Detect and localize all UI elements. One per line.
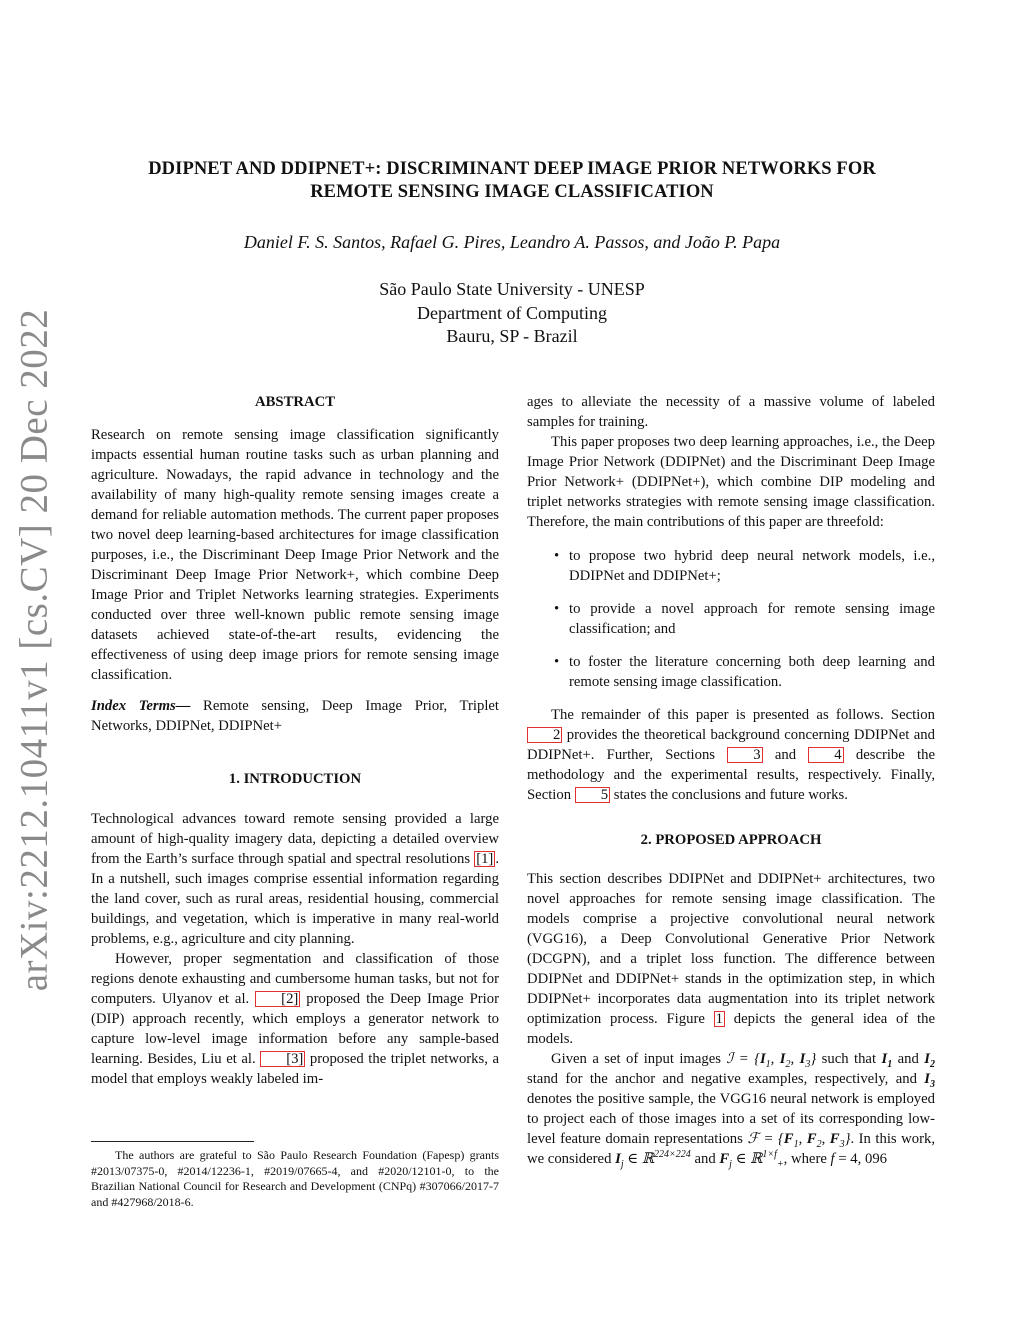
affiliation bbox=[210, 278, 814, 349]
intro-paragraph-2-continued: ages to alleviate the necessity of a massive volume of labeled samples for training. bbox=[527, 394, 935, 430]
proposed-approach-heading: 2. PROPOSED APPROACH bbox=[640, 832, 822, 848]
intro-paragraph-2: However, proper segmentation and classification of those regions denote exhausting and cumbersome human tasks, but not for computers. Ulyanov et al. [2] proposed the Deep Image Prior (DIP) approach recently, which employs a generator network to capture low-level image information before any sample-based learning. Besides, Liu et al. [3] proposed the triplet networks, a model that employs weakly labeled im- bbox=[91, 951, 499, 1087]
abstract-heading: ABSTRACT bbox=[255, 394, 335, 410]
footnote-divider bbox=[91, 1141, 254, 1142]
math-I3: $I_3$ bbox=[924, 1071, 935, 1090]
proposed-paragraph-1: This section describes DDIPNet and DDIPNet+ architectures, two novel approaches for remote sensing image classification. The models comprise a projective convolutional neural network (VGG16), a Deep Convolutional Generative Prior Network (DCGPN), and a triplet loss function. The difference between DDIPNet and DDIPNet+ stands in the optimization step, in which DDIPNet+ incorporates data augmentation into its triplet network optimization process. Figure 1 depicts the general idea of the models. bbox=[527, 871, 935, 1047]
title-line-1: DDIPNET AND DDIPNET+: DISCRIMINANT DEEP IMAGE PRIOR NETWORKS FOR bbox=[148, 159, 876, 179]
left-column bbox=[91, 392, 499, 1089]
abstract-text: Research on remote sensing image classification significantly impacts essential human routine tasks such as urban planning and agriculture. Nowadays, the rapid advance in technology and the availability of many high-quality remote sensing images create a demand for reliable automation methods. The current paper proposes two novel deep learning-based architectures for image classification purposes, i.e., the Discriminant Deep Image Prior Network and the Discriminant Deep Image Prior Network+, which combine Deep Image Prior and Triplet Networks learning strategies. Experiments conducted over three well-known public remote sensing image datasets achieved state-of-the-art results, evidencing the effectiveness of using deep image priors for remote sensing image classification. bbox=[91, 427, 499, 683]
bullet-icon: • bbox=[554, 548, 560, 564]
affiliation-department: Department of Computing bbox=[417, 302, 607, 323]
figure-link-1[interactable]: 1 bbox=[715, 1011, 723, 1027]
math-f-value: 4, 096 bbox=[850, 1151, 887, 1167]
right-column bbox=[527, 392, 935, 1169]
math-I1: $I_1$ bbox=[881, 1051, 893, 1070]
citation-link-2[interactable]: [2] bbox=[255, 991, 300, 1007]
proposed-paragraph-2: Given a set of input images ℐ = {$I_1$, $I_2$, $I_3$} such that $I_1$ and $I_2$ stand for the anchor and negative examples, respectively, and $I_3$ denotes the positive sample, the VGG16 neural network is employed to project each of those images into a set of its corresponding low-level feature domain representations ℱ = {$F_1$, $F_2$, $F_3$}. In this work, we considered $I_j$ ∈ ℝ$^{224\times 224}$ and $F_j$ ∈ ℝ$^{1\times f}_+$, where f = 4, 096 bbox=[527, 1051, 935, 1170]
math-Fj-domain: $F_j$ ∈ ℝ$^{1\times f}_+$ bbox=[719, 1149, 784, 1170]
contributions-list bbox=[527, 546, 935, 692]
section-link-2[interactable]: 2 bbox=[527, 727, 562, 743]
citation-link-3[interactable]: [3] bbox=[260, 1051, 305, 1067]
math-set-I: ℐ = {$I_1$, $I_2$, $I_3$} bbox=[726, 1051, 817, 1070]
arxiv-stamp: arXiv:2212.10411v1 [cs.CV] 20 Dec 2022 bbox=[12, 308, 56, 992]
intro-paragraph-1: Technological advances toward remote sensing provided a large amount of high-quality imagery data, depicting a detailed overview from the Earth’s surface through spatial and spectral resolutions [1] . In a nutshell, such images comprise essential information regarding the land cover, such as rural areas, residential housing, commercial buildings, and vegetation, which is imperative in many real-world problems, e.g., agriculture and city planning. bbox=[91, 811, 499, 947]
author-list: Daniel F. S. Santos, Rafael G. Pires, Leandro A. Passos, and João P. Papa bbox=[243, 232, 781, 252]
math-f-equals: f bbox=[830, 1151, 835, 1167]
intro-paragraph-3: This paper proposes two deep learning approaches, i.e., the Deep Image Prior Network (DDIPNet) and the Discriminant Deep Image Prior Network+ (DDIPNet+), which combine DIP modeling and triplet networks strategies with remote sensing image classification. Therefore, the main contributions of this paper are threefold: bbox=[527, 434, 935, 530]
index-terms-text: Remote sensing, Deep Image Prior, Triplet Networks, DDIPNet, DDIPNet+ bbox=[91, 698, 499, 734]
index-terms bbox=[91, 696, 499, 736]
funding-footnote: The authors are grateful to São Paulo Research Foundation (Fapesp) grants #2013/07375-0, #2014/12236-1, #2019/07665-4, and #2020/12101-0, to the Brazilian National Council for Research and Development (CNPq) #307066/2017-7 and #427968/2018-6. bbox=[91, 1148, 499, 1209]
intro-paragraph-4: The remainder of this paper is presented as follows. Section 2 provides the theoretical background concerning DDIPNet and DDIPNet+. Further, Sections 3 and 4 describe the methodology and the experimental results, respectively. Finally, Section 5 states the conclusions and future works. bbox=[527, 707, 935, 803]
math-set-F: ℱ = {$F_1$, $F_2$, $F_3$} bbox=[747, 1131, 851, 1150]
affiliation-university: São Paulo State University - UNESP bbox=[379, 279, 645, 299]
list-item: • to provide a novel approach for remote sensing image classification; and bbox=[554, 601, 935, 637]
bullet-icon: • bbox=[554, 601, 560, 617]
citation-link-1[interactable]: [1] bbox=[476, 851, 494, 867]
list-item: • to foster the literature concerning both deep learning and remote sensing image classification. bbox=[554, 654, 935, 690]
section-link-5[interactable]: 5 bbox=[575, 787, 610, 803]
paper-title bbox=[110, 158, 914, 204]
list-item: • to propose two hybrid deep neural network models, i.e., DDIPNet and DDIPNet+; bbox=[554, 548, 935, 584]
section-link-4[interactable]: 4 bbox=[808, 747, 843, 763]
section-link-3[interactable]: 3 bbox=[727, 747, 762, 763]
affiliation-location: Bauru, SP - Brazil bbox=[446, 326, 578, 346]
bullet-icon: • bbox=[554, 654, 560, 670]
introduction-heading: 1. INTRODUCTION bbox=[228, 771, 362, 787]
math-I2: $I_2$ bbox=[924, 1051, 935, 1070]
title-line-2: REMOTE SENSING IMAGE CLASSIFICATION bbox=[310, 182, 714, 202]
index-terms-label: Index Terms— bbox=[91, 698, 191, 714]
math-Ij-domain: $I_j$ ∈ ℝ$^{224\times 224}$ bbox=[615, 1149, 691, 1170]
